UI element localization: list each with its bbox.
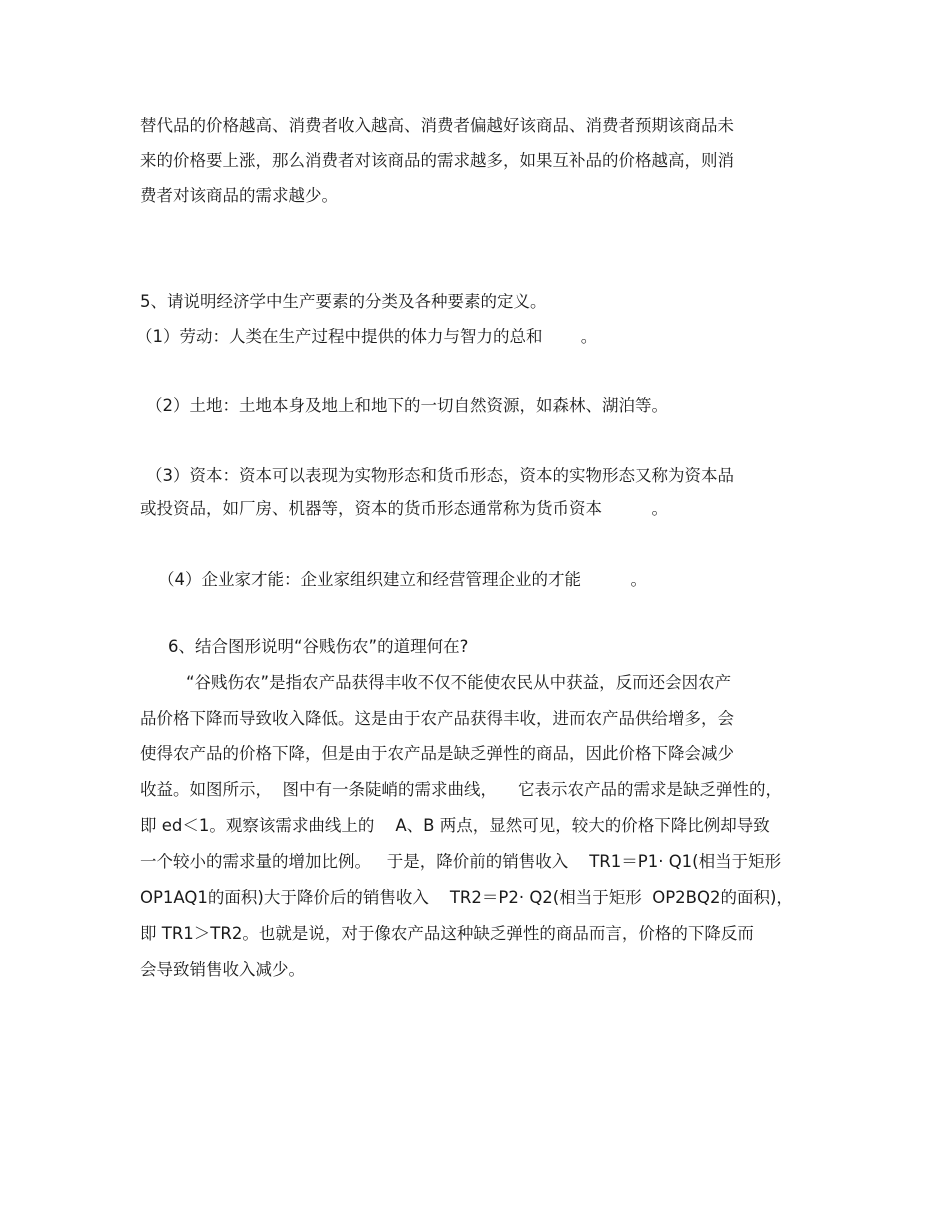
intro-line-3: 费者对该商品的需求越少。 (140, 186, 338, 205)
q5-labour: （1）劳动：人类在生产过程中提供的体力与智力的总和 。 (136, 327, 598, 346)
q6-line-8: 即 TR1＞TR2。也就是说，对于像农产品这种缺乏弹性的商品而言，价格的下降反而 (140, 924, 754, 943)
q6-line-9: 会导致销售收入减少。 (140, 960, 305, 979)
q6-line-1: “谷贱伤农”是指农产品获得丰收不仅不能使农民从中获益，反而还会因农产 (186, 673, 732, 692)
intro-line-1: 替代品的价格越高、消费者收入越高、消费者偏越好该商品、消费者预期该商品未 (140, 116, 734, 135)
q6-line-6: 一个较小的需求量的增加比例。 于是，降价前的销售收入 TR1＝P1· Q1(相当于矩形 (140, 852, 782, 871)
q6-title: 6、结合图形说明“谷贱伤农”的道理何在? (168, 637, 469, 656)
q5-capital-line-1: （3）资本：资本可以表现为实物形态和货币形态，资本的实物形态又称为资本品 (146, 466, 734, 485)
q5-capital-line-2: 或投资品，如厂房、机器等，资本的货币形态通常称为货币资本 。 (140, 499, 668, 518)
q5-land: （2）土地：土地本身及地上和地下的一切自然资源，如森林、湖泊等。 (146, 396, 668, 415)
intro-line-2: 来的价格要上涨，那么消费者对该商品的需求越多，如果互补品的价格越高，则消 (140, 151, 734, 170)
q6-line-5: 即 ed＜1。观察该需求曲线上的 A、B 两点，显然可见，较大的价格下降比例却导致 (140, 816, 770, 835)
q6-line-7: OP1AQ1的面积)大于降价后的销售收入 TR2＝P2· Q2(相当于矩形 OP2BQ2的面积)， (140, 888, 793, 907)
q6-line-4: 收益。如图所示， 图中有一条陡峭的需求曲线， 它表示农产品的需求是缺乏弹性的， (140, 780, 782, 799)
q6-line-2: 品价格下降而导致收入降低。这是由于农产品获得丰收，进而农产品供给增多，会 (140, 709, 734, 728)
q5-title: 5、请说明经济学中生产要素的分类及各种要素的定义。 (140, 292, 547, 311)
q5-entrepreneur: （4）企业家才能：企业家组织建立和经营管理企业的才能 。 (158, 570, 647, 589)
q6-line-3: 使得农产品的价格下降，但是由于农产品是缺乏弹性的商品，因此价格下降会减少 (140, 744, 734, 763)
